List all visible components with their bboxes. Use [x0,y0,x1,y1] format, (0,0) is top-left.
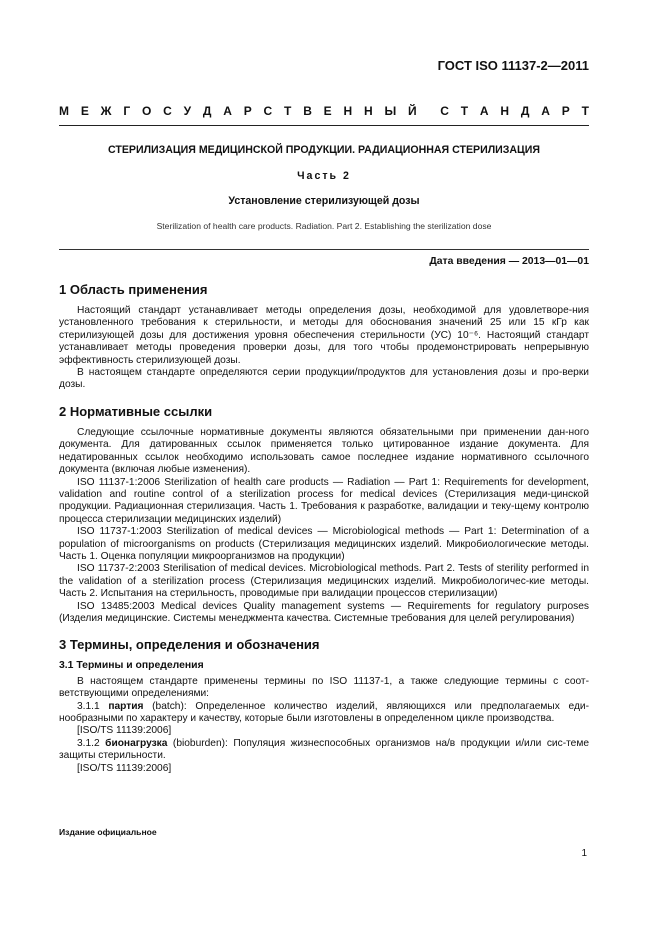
letter: Е [323,104,332,118]
letter: О [141,104,152,118]
part-label: Часть 2 [297,170,351,183]
term-source: [ISO/TS 11139:2006] [77,725,172,737]
letter: Ы [384,104,397,118]
header-rule [59,125,589,126]
letter: Е [80,104,89,118]
section-normative-references [59,404,589,626]
reference-item: ISO 11137-1:2006 Sterilization of health care products — Radiation — Part 1: Requirements for development, validation and routine control of a sterilization process for medical devices (Стерилизация меди-цинской продукции. Радиационная стерилизация. Часть 1. Требования к разработке, валидации и теку-щему контролю процесса стерилизации медицинских изделий) [59,476,589,525]
letter: Т [581,104,589,118]
paragraph: В настоящем стандарте применены термины по ISO 11137-1, а также следующие термины с соот-ветствующими определениями: [59,675,589,700]
term-name: бионагрузка [105,737,168,749]
term-text: (bioburden): Популяция жизнеспособных организмов на/в продукции и/или сис-теме защиты стерильности. [59,737,589,762]
letter: Й [408,104,417,118]
letter: Т [460,104,469,118]
paragraph: Настоящий стандарт устанавливает методы определения дозы, необходимой для удовлетворе-ния установленного требования к стерильности, и методы для обоснования значений 25 или 15 кГр как стерилизующей дозы для достижения уровня обеспечения стерильности (УС) 10⁻⁶. Настоящий стандарт устанавливает методы проведения проверки дозы, для того чтобы продемонстрировать непрерывную эффективность стерилизующей дозы. [59,305,589,366]
section-heading: 2 Нормативные ссылки [59,403,213,419]
letter: У [183,104,192,118]
letter: Р [561,104,570,118]
letter: Н [343,104,353,118]
section-terms [59,637,589,775]
reference-item: ISO 11737-1:2003 Sterilization of medical devices — Microbiological methods — Part 1: Determination of a population of microorganisms on products (Стерилизация медицинских изделий. Микробиологические методы. Часть 1. Оценка популяции микроорганизмов на продукции) [59,526,589,562]
term-text: (batch): Определенное количество изделий, являющихся или предполагаемых еди-нообразными по характеру и качеству, которые были изготовлены в определенном цикле производства. [59,700,589,724]
letter: Н [363,104,373,118]
section-scope [59,282,589,392]
title-rule [59,249,589,250]
letter: М [59,104,69,118]
letter: Н [500,104,510,118]
english-title: Sterilization of health care products. Radiation. Part 2. Establishing the sterilization dose [156,221,492,232]
standard-code: ГОСТ ISO 11137-2—2011 [437,58,589,73]
page-number: 1 [581,848,587,859]
term-definition [59,738,589,763]
letter: А [541,104,550,118]
letter: В [303,104,312,118]
document-subtitle: Установление стерилизующей дозы [228,194,420,207]
interstate-standard-heading [59,104,589,118]
letter: А [479,104,489,118]
term-name: партия [108,700,144,712]
edition-note: Издание официальное [59,827,157,837]
term-source: [ISO/TS 11139:2006] [77,762,172,774]
letter: А [223,104,232,118]
letter: Ж [100,104,112,118]
paragraph: Следующие ссылочные нормативные документы являются обязательными при применении дан-ного документа. Для датированных ссылок применяется только цитированное издание документа. Для недатированных ссылок необходимо использовать самое последнее издание нормативного ссылочного документа (включая любые изменения). [59,426,589,476]
document-title: СТЕРИЛИЗАЦИЯ МЕДИЦИНСКОЙ ПРОДУКЦИИ. РАДИАЦИОННАЯ СТЕРИЛИЗАЦИЯ [107,144,541,156]
reference-item: ISO 13485:2003 Medical devices Quality management systems — Requirements for regulatory purposes (Изделия медицинские. Системы менеджмента качества. Системные требования для целей регулирования) [59,600,589,624]
term-number: 3.1.2 [77,737,100,749]
section-heading: 1 Область применения [59,282,208,298]
letter: Д [202,104,212,118]
letter: Р [243,104,252,118]
letter: Г [123,104,131,118]
section-heading: 3 Термины, определения и обозначения [59,637,320,653]
term-definition [59,701,589,726]
subsection-heading: 3.1 Термины и определения [59,660,204,672]
letter: С [163,104,172,118]
letter: С [440,104,449,118]
letter: Д [520,104,530,118]
intro-date: Дата введения — 2013—01—01 [429,255,589,267]
paragraph: В настоящем стандарте определяются серии продукции/продуктов для установления дозы и про-верки дозы. [59,367,589,391]
reference-item: ISO 11737-2:2003 Sterilisation of medical devices. Microbiological methods. Part 2. Tests of sterility performed in the validation of a sterilization process (Стерилизация медицинских изделий. Микробиологичес-кие методы. Часть 2. Испытания на стерильность, проводимые при валидации процессов стерилизации) [59,563,589,600]
term-number: 3.1.1 [77,700,100,712]
letter: С [263,104,273,118]
letter: Т [284,104,292,118]
